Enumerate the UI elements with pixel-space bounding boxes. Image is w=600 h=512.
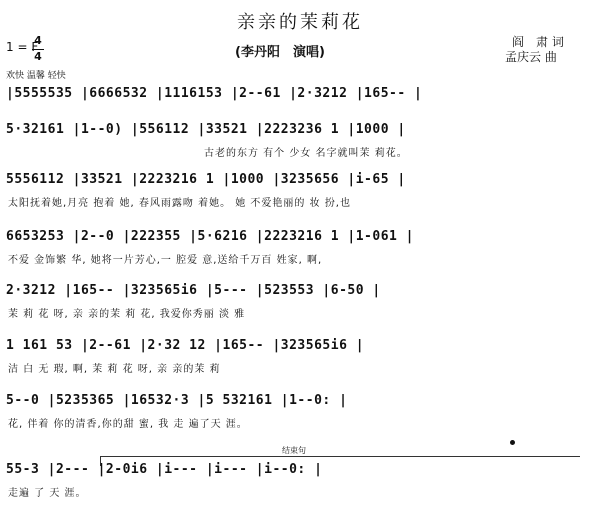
lyric-line: 古老的东方 有个 少女 名字就叫茉 莉花。 xyxy=(204,148,408,159)
score-row-3 xyxy=(0,172,600,218)
score-row-7 xyxy=(0,393,600,439)
lyricist-credit: 阎 肃 词 xyxy=(512,35,564,49)
lyric-line: 太阳抚着她,月亮 抱着 她, 春风雨露吻 着她。 她 不爱艳丽的 妆 扮,也 xyxy=(8,198,351,209)
notation-line: 1 161 53 |2--61 |2·32 12 |165-- |323565i6 | xyxy=(6,338,365,353)
composer-credit: 孟庆云 曲 xyxy=(505,50,557,64)
time-signature xyxy=(28,34,48,66)
ending-label: 结束句 xyxy=(282,446,306,455)
notation-line: 6653253 |2--0 |222355 |5·6216 |2223216 1 |1-061 | xyxy=(6,229,415,244)
key-signature: 1 = F xyxy=(6,40,39,54)
fermata-mark xyxy=(510,440,515,445)
tempo-marking: 欢快 温馨 轻快 xyxy=(6,71,66,81)
time-signature-bottom: 4 xyxy=(34,50,42,63)
score-row-5 xyxy=(0,283,600,329)
score-row-2 xyxy=(0,122,600,168)
lyric-line: 不爱 金饰繁 华, 她将一片芳心,一 腔爱 意,送给千万百 姓家, 啊, xyxy=(8,255,323,266)
notation-line: 5·32161 |1--0) |556112 |33521 |2223236 1 |1000 | xyxy=(6,122,406,137)
lyric-line: 洁 白 无 瑕, 啊, 茉 莉 花 呀, 亲 亲的茉 莉 xyxy=(8,364,221,375)
notation-line: 2·3212 |165-- |323565i6 |5--- |523553 |6-50 | xyxy=(6,283,381,298)
score-row-4 xyxy=(0,229,600,275)
song-title: 亲亲的茉莉花 xyxy=(237,12,363,33)
lyric-line: 花, 伴着 你的清香,你的甜 蜜, 我 走 遍了天 涯。 xyxy=(8,419,248,430)
lyric-line: 茉 莉 花 呀, 亲 亲的茉 莉 花, 我爱你秀丽 淡 雅 xyxy=(8,309,246,320)
ending-bracket xyxy=(100,456,580,457)
lyric-line: 走遍 了 天 涯。 xyxy=(8,488,87,499)
notation-line: 55-3 |2--- |2-0i6 |i--- |i--- |i--0: | xyxy=(6,462,323,477)
notation-line: 5--0 |5235365 |16532·3 |5 532161 |1--0: | xyxy=(6,393,348,408)
score-row-6 xyxy=(0,338,600,384)
score-row-8 xyxy=(0,462,600,508)
singer-credit: (李丹阳 演唱) xyxy=(235,45,325,60)
notation-line: |5555535 |6666532 |1116153 |2--61 |2·3212 |165-- | xyxy=(6,86,423,101)
notation-line: 5556112 |33521 |2223216 1 |1000 |3235656 |i-65 | xyxy=(6,172,406,187)
time-signature-top: 4 xyxy=(34,34,42,47)
